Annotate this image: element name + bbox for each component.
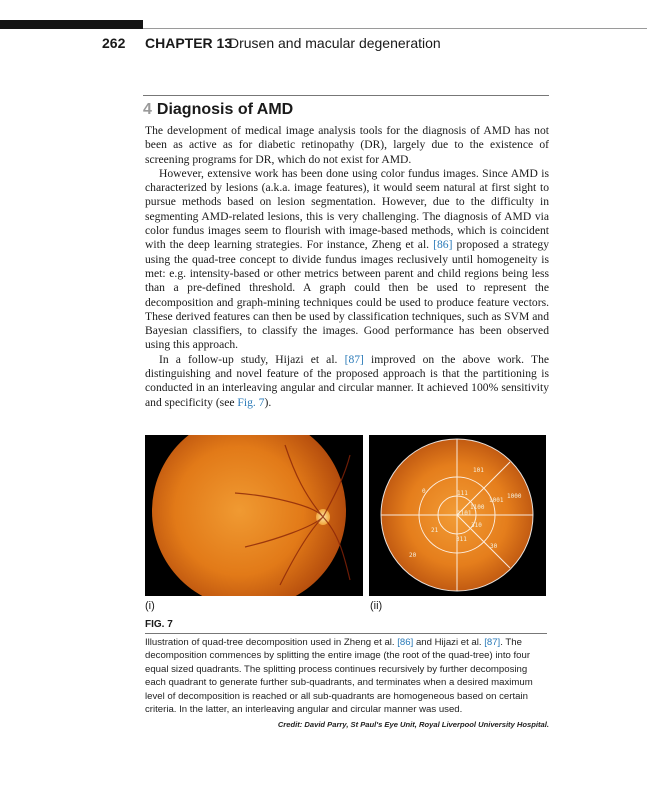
page-number: 262	[102, 35, 126, 51]
caption-text-b: and Hijazi et al.	[415, 637, 482, 648]
fundus-image-i	[145, 435, 363, 596]
region-label: 311	[456, 536, 467, 543]
figure-label: FIG. 7	[145, 619, 173, 630]
section-rule	[143, 95, 549, 96]
caption-text-c: . The decomposition commences by splitting the entire image (the root of the quad-tree) into four equal sized quadrants. The splitting process continues recursively by further decomposing each quadrant to generate further sub-quadrants, and terminates when a desired maximum level of decomposition is reached or all sub-quadrants are homogeneous based on certain criteria. In the latter, an interleaving angular and circular manner was used.	[145, 637, 533, 716]
section-title: Diagnosis of AMD	[156, 101, 294, 118]
region-label: 1001	[489, 497, 504, 504]
region-label: 111	[457, 490, 468, 497]
region-label: 101	[473, 467, 484, 474]
paragraph-1: The development of medical image analysis tools for the diagnosis of AMD has not been as active as for diabetic retinopathy (DR), largely due to the existence of screening programs for DR, which do not exist for AMD.	[145, 124, 549, 166]
figure-credit: Credit: David Parry, St Paul's Eye Unit, Royal Liverpool University Hospital.	[277, 720, 549, 729]
fundus-image-ii	[369, 435, 546, 596]
fundus-partition-ii	[369, 435, 546, 596]
region-label: 20	[409, 552, 417, 559]
paragraph-2-text-b: proposed a strategy using the quad-tree concept to divide fundus images reclusively until homogeneity is met: e.g. intensity-based or other metrics between parent and child regions being less than a pre-defined threshold. A graph could then be used to represent the decomposition and graph-mining techniques could be used to produce feature vectors. These derived features can then be used by classification techniques, such as SVM and Bayesian classifiers, to classify the images. Good performance has been observed using this approach.	[145, 238, 549, 352]
region-label: 0	[422, 488, 426, 495]
paragraph-2-text-a: However, extensive work has been done using color fundus images. Since AMD is characterized by lesions (a.k.a. image features), it would seem natural at first sight to pursue methods based on lesion segmentation. However, due to the difficulty in segmenting AMD-related lesions, this is very challenging. The diagnosis of AMD via color fundus images seem to flourish with image-based methods, which is coincident with the deep learning strategies. For instance, Zheng et al.	[145, 166, 549, 252]
body-text	[145, 124, 549, 410]
figure-7-link[interactable]: Fig. 7	[237, 395, 265, 409]
top-bar	[0, 20, 143, 29]
fundus-photo-i	[145, 435, 363, 596]
top-rule	[143, 28, 647, 29]
region-label: 310	[471, 522, 482, 529]
citation-87-link[interactable]: [87]	[344, 352, 364, 366]
caption-text-a: Illustration of quad-tree decomposition used in Zheng et al.	[145, 637, 395, 648]
paragraph-3-text-c: ).	[264, 395, 272, 409]
paragraph-3-text-b: improved on the above work. The distinguishing and novel feature of the proposed approach is that the partitioning is conducted in an interleaving angular and circular manner. It achieved 100% sensitivity and specificity (see	[145, 352, 550, 409]
section-number: 4	[143, 101, 152, 118]
caption-citation-86-link[interactable]: [86]	[397, 637, 414, 648]
region-label: 1100	[470, 504, 485, 511]
region-label: 30	[490, 543, 498, 550]
paragraph-3-text-a: In a follow-up study, Hijazi et al.	[159, 352, 338, 366]
paragraph-2	[145, 167, 549, 353]
region-label: 21	[431, 527, 439, 534]
caption-citation-87-link[interactable]: [87]	[484, 637, 501, 648]
region-label: 1101	[457, 510, 472, 517]
section-heading	[143, 101, 293, 119]
paragraph-3	[145, 353, 549, 410]
panel-label-ii: (ii)	[370, 600, 383, 612]
region-label: 1000	[507, 493, 522, 500]
figure-caption	[145, 636, 549, 716]
citation-86-link[interactable]: [86]	[433, 238, 453, 252]
chapter-title: Drusen and macular degeneration	[229, 35, 441, 51]
panel-label-i: (i)	[145, 600, 155, 612]
chapter-label: CHAPTER 13	[145, 35, 233, 51]
caption-rule	[145, 633, 547, 634]
